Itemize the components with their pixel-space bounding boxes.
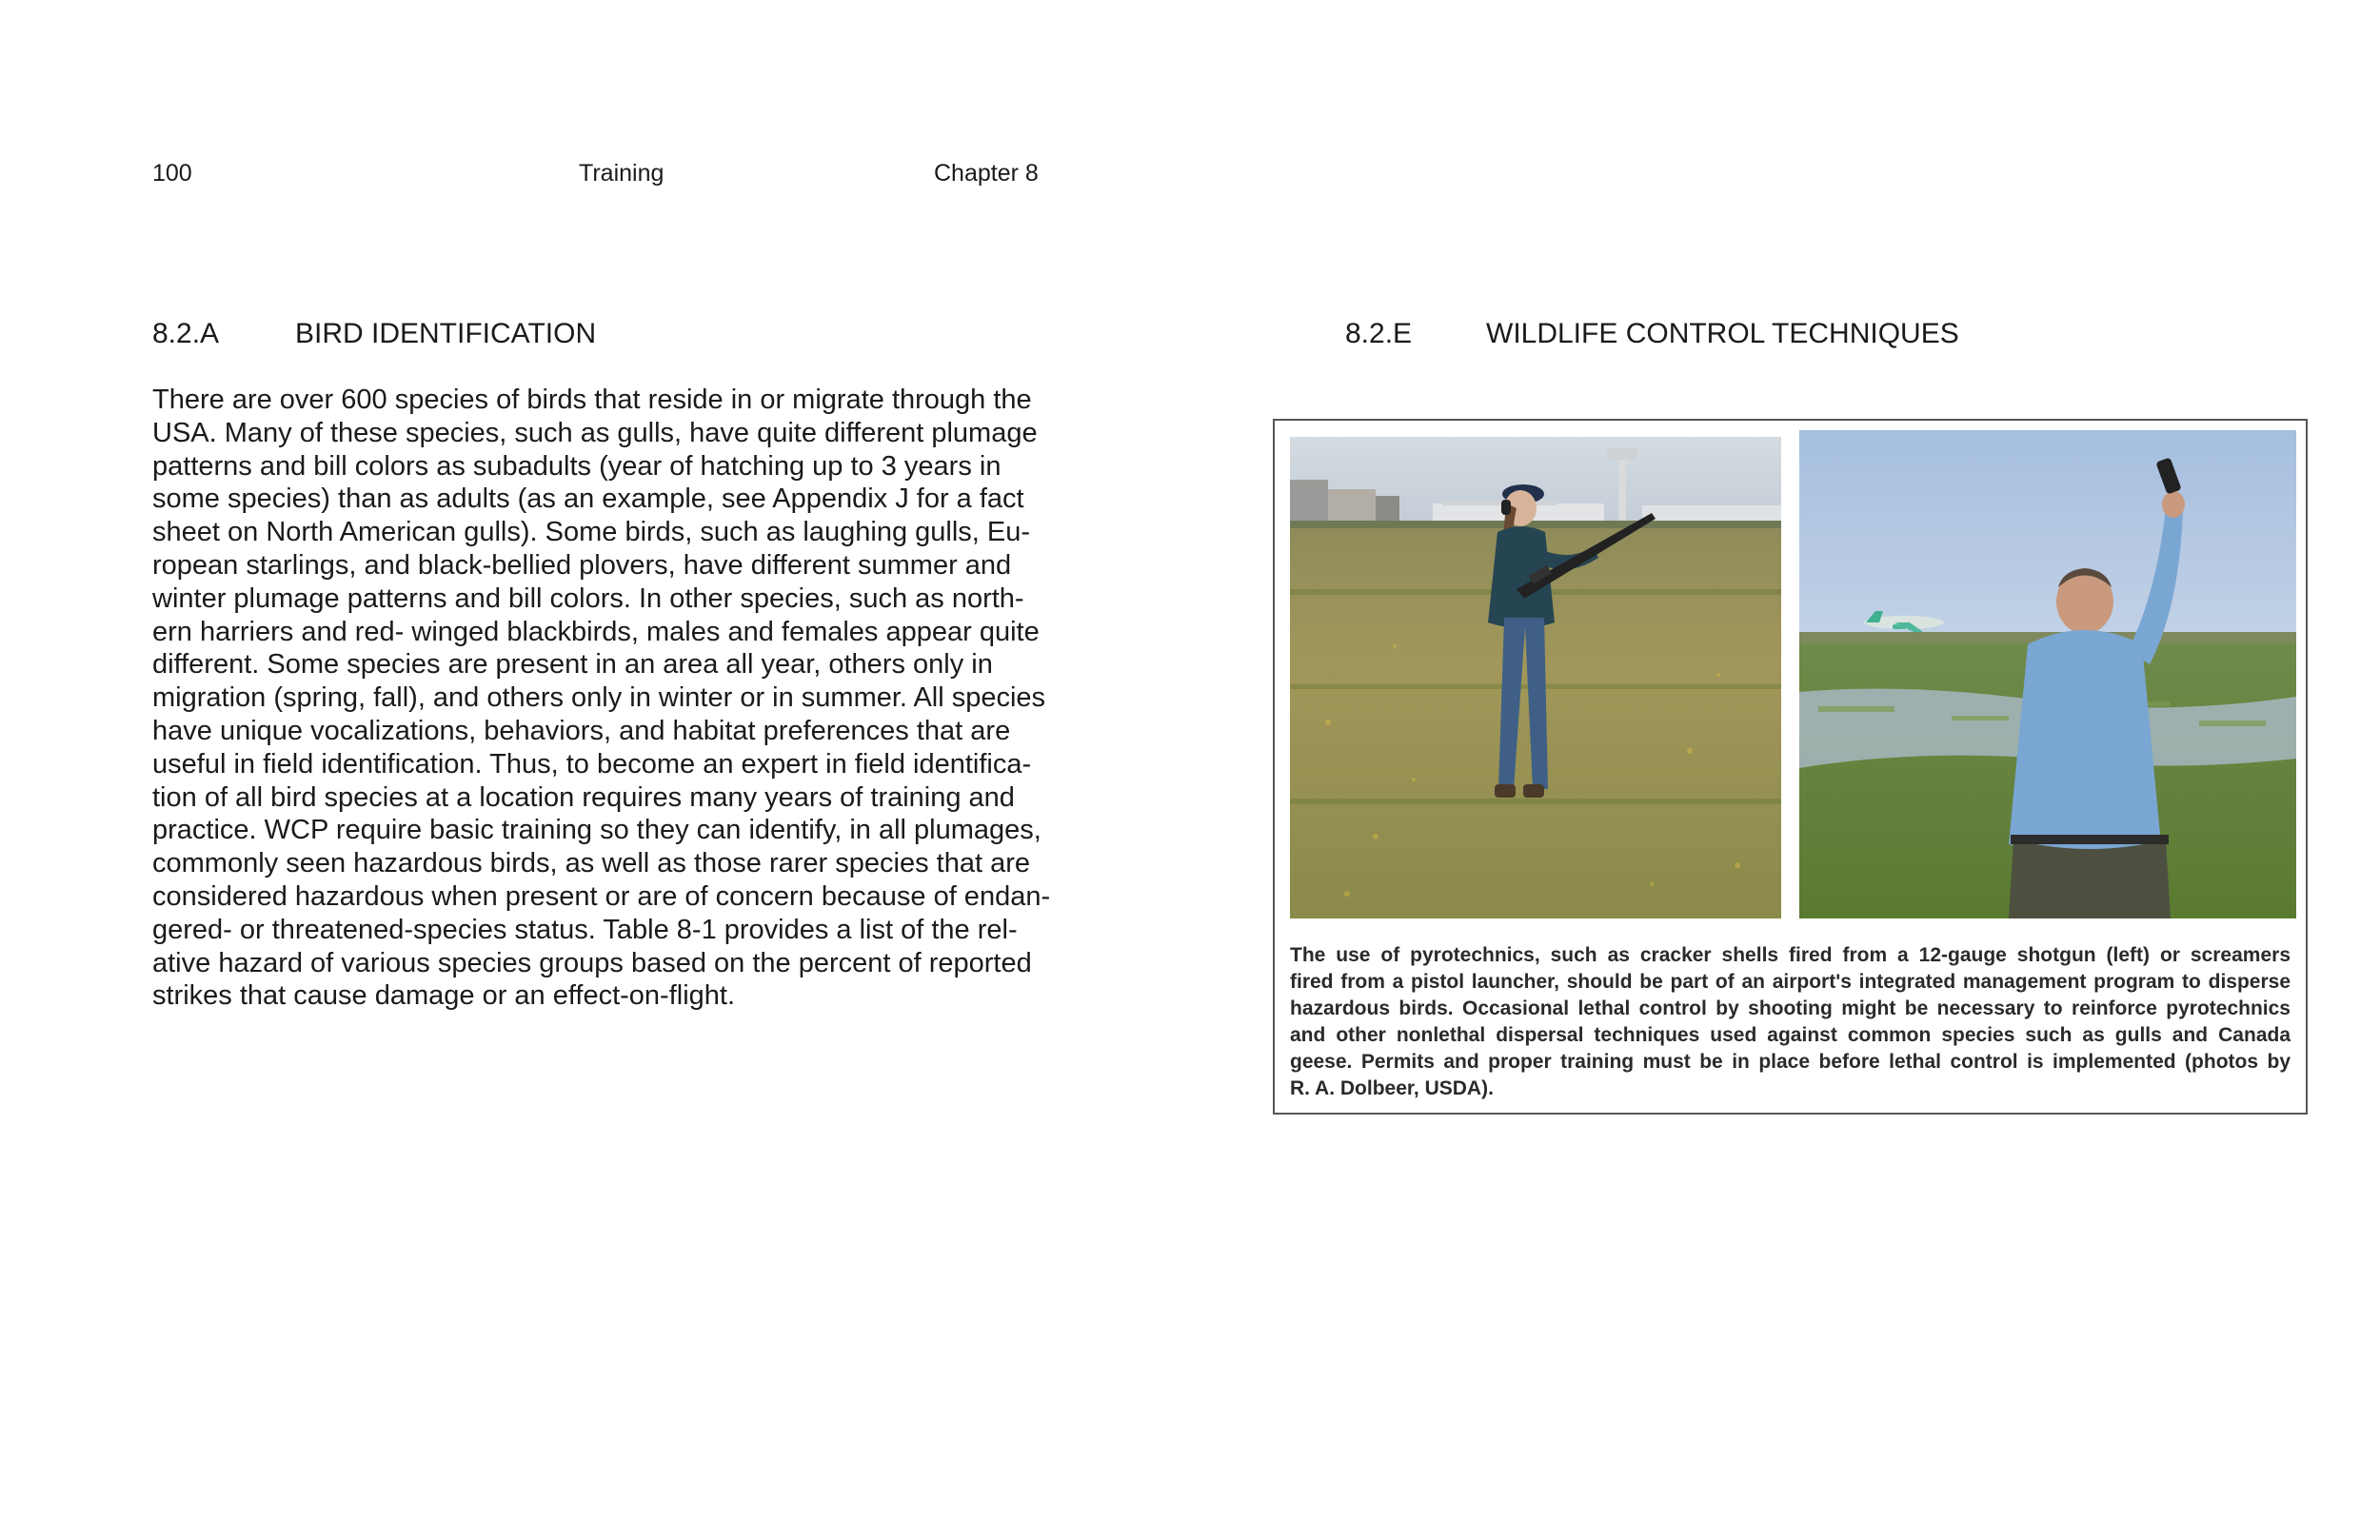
bird-identification-paragraph bbox=[152, 384, 1051, 1013]
shotgun-photo-illustration bbox=[1290, 437, 1781, 918]
paragraph-line: useful in field identification. Thus, to become an expert in field identifica- bbox=[152, 748, 1032, 780]
caption-line: The use of pyrotechnics, such as cracker shells fired from a 12-gauge shotgun (left) or screamers bbox=[1290, 944, 2291, 966]
pistol-launcher-photo-illustration bbox=[1799, 430, 2296, 918]
paragraph-line: migration (spring, fall), and others only in winter or in summer. All species bbox=[152, 682, 1046, 714]
caption-line: and other nonlethal dispersal techniques used against common species such as gulls and Canada bbox=[1290, 1024, 2291, 1046]
paragraph-line: have unique vocalizations, behaviors, and habitat preferences that are bbox=[152, 715, 1011, 746]
paragraph-line: ropean starlings, and black-bellied plovers, have different summer and bbox=[152, 549, 1012, 581]
caption-line: R. A. Dolbeer, USDA). bbox=[1290, 1077, 1494, 1099]
caption-line: hazardous birds. Occasional lethal control by shooting might be necessary to reinforce pyrotechnics bbox=[1290, 997, 2291, 1019]
paragraph-line: patterns and bill colors as subadults (year of hatching up to 3 years in bbox=[152, 450, 1002, 482]
paragraph-line: There are over 600 species of birds that reside in or migrate through the bbox=[152, 385, 1032, 415]
left-section-title: BIRD IDENTIFICATION bbox=[295, 318, 597, 349]
paragraph-line: practice. WCP require basic training so they can identify, in all plumages, bbox=[152, 815, 1041, 846]
caption-line: geese. Permits and proper training must be in place before lethal control is implemented (photos by bbox=[1290, 1051, 2291, 1073]
paragraph-line: strikes that cause damage or an effect-on-flight. bbox=[152, 980, 736, 1012]
paragraph-line: commonly seen hazardous birds, as well as those rarer species that are bbox=[152, 848, 1030, 879]
photo-shotgun bbox=[1290, 437, 1781, 918]
left-section-number: 8.2.A bbox=[152, 318, 220, 349]
paragraph-line: tion of all bird species at a location requires many years of training and bbox=[152, 781, 1015, 813]
paragraph-line: ern harriers and red- winged blackbirds, males and females appear quite bbox=[152, 616, 1040, 647]
paragraph-line: sheet on North American gulls). Some birds, such as laughing gulls, Eu- bbox=[152, 517, 1031, 548]
paragraph-line: gered- or threatened-species status. Table 8-1 provides a list of the rel- bbox=[152, 914, 1018, 945]
right-section-title: WILDLIFE CONTROL TECHNIQUES bbox=[1486, 318, 1959, 349]
paragraph-line: USA. Many of these species, such as gulls, have quite different plumage bbox=[152, 417, 1038, 448]
paragraph-line: ative hazard of various species groups based on the percent of reported bbox=[152, 947, 1032, 978]
right-section-number: 8.2.E bbox=[1345, 318, 1413, 349]
running-title: Training bbox=[579, 160, 664, 187]
figure-box bbox=[1273, 419, 2308, 1115]
figure-caption bbox=[1290, 942, 2291, 1102]
chapter-label: Chapter 8 bbox=[934, 160, 1039, 187]
paragraph-line: some species) than as adults (as an example, see Appendix J for a fact bbox=[152, 484, 1024, 515]
paragraph-line: considered hazardous when present or are of concern because of endan- bbox=[152, 880, 1051, 912]
paragraph-line: winter plumage patterns and bill colors. In other species, such as north- bbox=[152, 582, 1024, 614]
page-number: 100 bbox=[152, 160, 192, 187]
caption-line: fired from a pistol launcher, should be part of an airport's integrated management program to disperse bbox=[1290, 971, 2291, 993]
photo-pistol-launcher bbox=[1799, 430, 2296, 918]
paragraph-line: different. Some species are present in an area all year, others only in bbox=[152, 649, 993, 681]
